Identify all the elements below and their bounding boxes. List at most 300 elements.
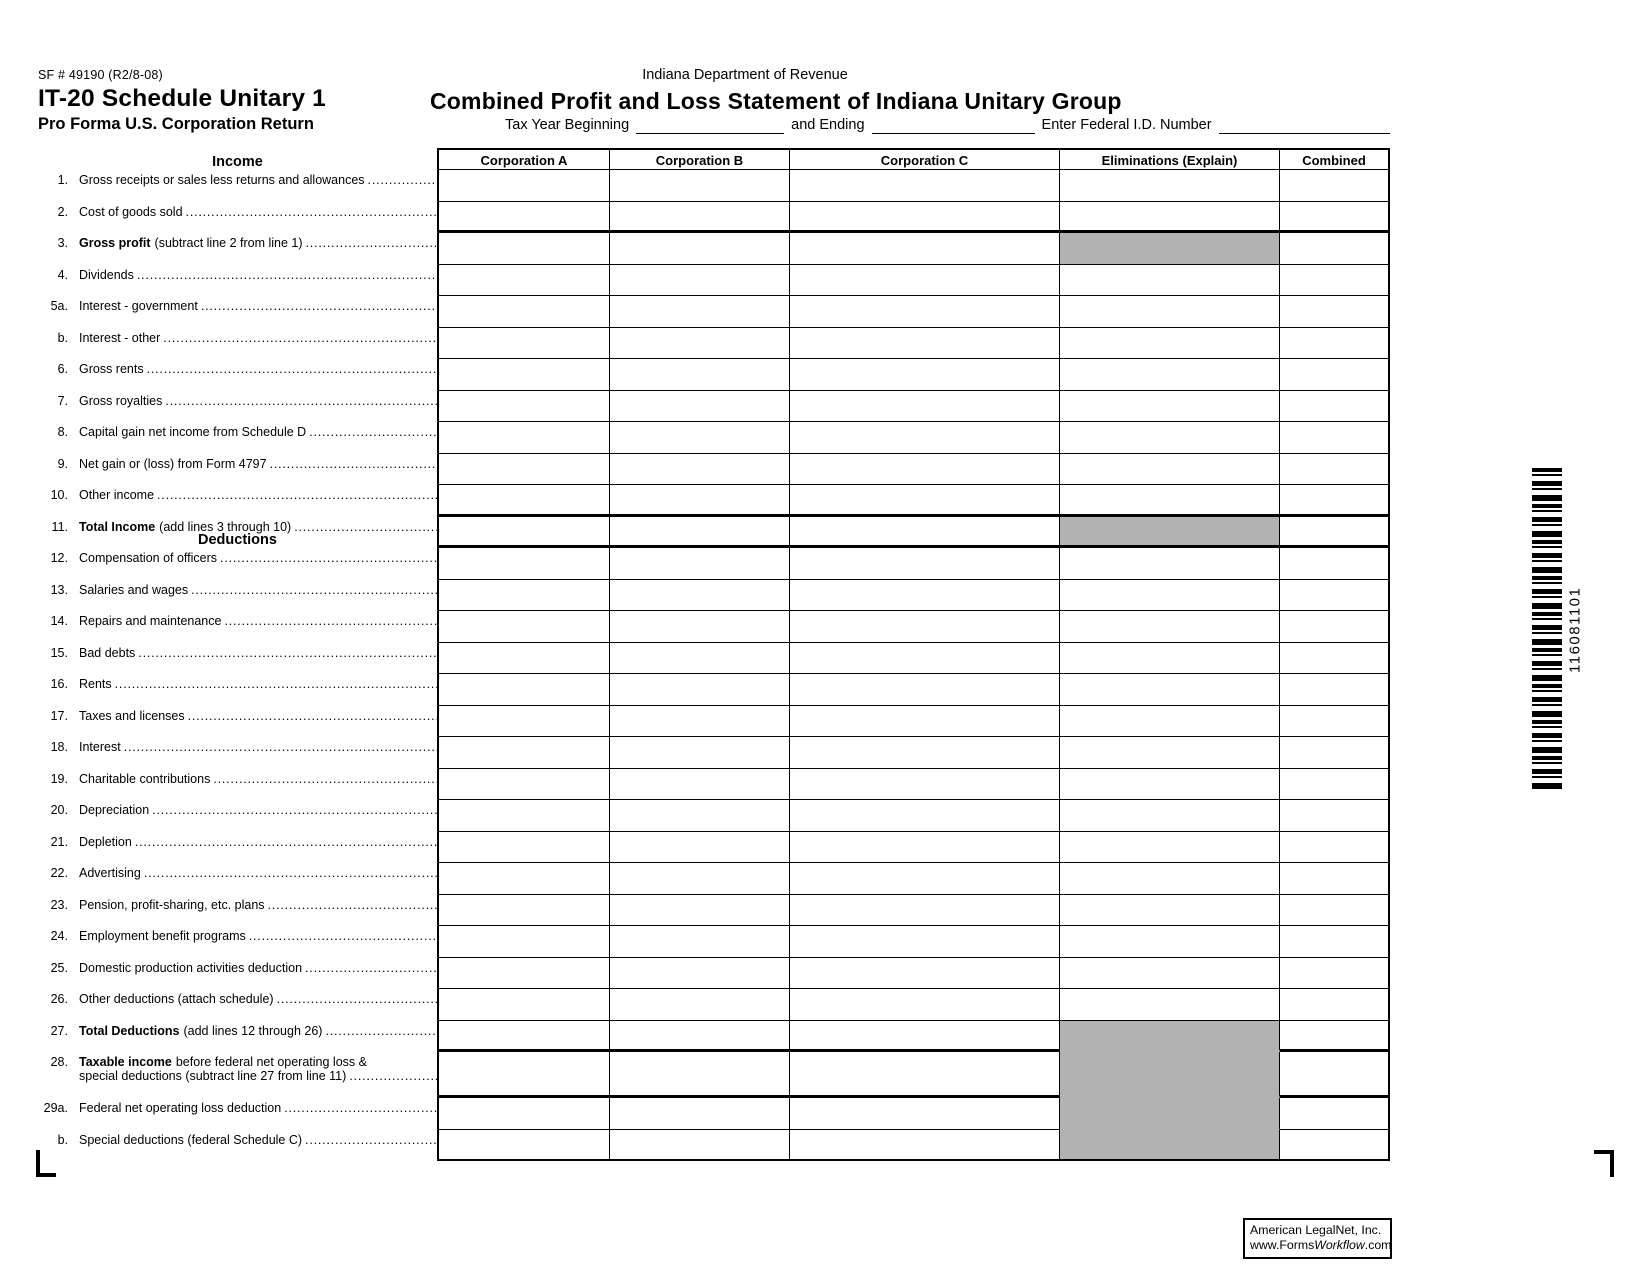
cell-eliminations-row-20[interactable] bbox=[1060, 800, 1280, 832]
row-number: 13. bbox=[50, 582, 68, 597]
row-label: b. Special deductions (federal Schedule C) ..... bbox=[38, 1130, 437, 1162]
row-number: 11. bbox=[51, 519, 68, 534]
dotted-leader bbox=[147, 362, 437, 376]
row-number: 10. bbox=[50, 488, 68, 502]
barcode bbox=[1532, 468, 1562, 792]
cell-corporation-c-row-21[interactable] bbox=[790, 832, 1060, 864]
cell-combined-row-17[interactable] bbox=[1280, 706, 1390, 738]
row-label: 7. Gross royalties ..... bbox=[38, 391, 437, 423]
cell-corporation-a-row-17[interactable] bbox=[437, 706, 610, 738]
cell-corporation-b-row-3[interactable] bbox=[610, 233, 790, 265]
cell-combined-row-7[interactable] bbox=[1280, 391, 1390, 423]
cell-combined-row-13[interactable] bbox=[1280, 580, 1390, 612]
row-number: 15. bbox=[50, 645, 68, 660]
row-label: 25. Domestic production activities deduction ..... bbox=[38, 958, 437, 990]
form-row-19 bbox=[38, 769, 1390, 801]
cell-corporation-c-row-27[interactable] bbox=[790, 1021, 1060, 1053]
row-label: 17. Taxes and licenses ..... bbox=[38, 706, 437, 738]
row-number: 16. bbox=[50, 677, 68, 691]
cell-corporation-c-row-6[interactable] bbox=[790, 359, 1060, 391]
cell-combined-row-b[interactable] bbox=[1280, 328, 1390, 360]
agency-name: Indiana Department of Revenue bbox=[642, 67, 848, 83]
cell-corporation-b-row-6[interactable] bbox=[610, 359, 790, 391]
row-label: 20. Depreciation ..... bbox=[38, 800, 437, 832]
cell-corporation-b-row-27[interactable] bbox=[610, 1021, 790, 1053]
form-row-17 bbox=[38, 706, 1390, 738]
cell-corporation-a-row-27[interactable] bbox=[437, 1021, 610, 1053]
cell-corporation-b-row-21[interactable] bbox=[610, 832, 790, 864]
row-number: 22. bbox=[50, 866, 68, 880]
cell-corporation-c-row-b[interactable] bbox=[790, 1130, 1060, 1162]
dotted-leader bbox=[186, 205, 437, 219]
dotted-leader bbox=[224, 614, 437, 628]
form-subtitle: Pro Forma U.S. Corporation Return bbox=[38, 115, 314, 133]
row-label: 23. Pension, profit-sharing, etc. plans ..... bbox=[38, 895, 437, 927]
cell-corporation-c-row-9[interactable] bbox=[790, 454, 1060, 486]
cell-corporation-b-row-25[interactable] bbox=[610, 958, 790, 990]
dotted-leader bbox=[325, 1024, 437, 1038]
dotted-leader bbox=[284, 1101, 437, 1115]
cell-combined-row-28[interactable] bbox=[1280, 1052, 1390, 1098]
cell-combined-row-21[interactable] bbox=[1280, 832, 1390, 864]
row-label: 13. Salaries and wages ..... bbox=[38, 580, 437, 612]
cell-corporation-c-row-28[interactable] bbox=[790, 1052, 1060, 1098]
cell-corporation-a-row-20[interactable] bbox=[437, 800, 610, 832]
cell-corporation-b-row-1[interactable] bbox=[610, 170, 790, 202]
cell-corporation-c-row-7[interactable] bbox=[790, 391, 1060, 423]
row-label: 6. Gross rents ..... bbox=[38, 359, 437, 391]
form-row-5a bbox=[38, 296, 1390, 328]
cell-corporation-a-row-11[interactable] bbox=[437, 517, 610, 549]
cell-eliminations-row-21[interactable] bbox=[1060, 832, 1280, 864]
row-number: b. bbox=[57, 330, 68, 345]
cell-corporation-c-row-23[interactable] bbox=[790, 895, 1060, 927]
cell-eliminations-row-5a[interactable] bbox=[1060, 296, 1280, 328]
cell-corporation-b-row-15[interactable] bbox=[610, 643, 790, 675]
dotted-leader bbox=[220, 551, 437, 565]
dotted-leader bbox=[188, 709, 437, 723]
form-row-22 bbox=[38, 863, 1390, 895]
cell-corporation-c-row-3[interactable] bbox=[790, 233, 1060, 265]
row-number: 5a. bbox=[50, 299, 68, 313]
row-label: 27. Total Deductions (add lines 12 through 26) ..... bbox=[38, 1021, 437, 1053]
row-number: 21. bbox=[50, 834, 68, 849]
dotted-leader bbox=[270, 457, 437, 471]
cell-combined-row-29a[interactable] bbox=[1280, 1098, 1390, 1130]
cell-corporation-b-row-17[interactable] bbox=[610, 706, 790, 738]
row-number: b. bbox=[57, 1132, 68, 1147]
cell-combined-row-11[interactable] bbox=[1280, 517, 1390, 549]
cell-combined-row-20[interactable] bbox=[1280, 800, 1390, 832]
dotted-leader bbox=[191, 583, 437, 597]
cell-corporation-b-row-11[interactable] bbox=[610, 517, 790, 549]
row-label: 10. Other income ..... bbox=[38, 485, 437, 517]
cell-corporation-a-row-21[interactable] bbox=[437, 832, 610, 864]
cell-corporation-c-row-13[interactable] bbox=[790, 580, 1060, 612]
form-row-6 bbox=[38, 359, 1390, 391]
dotted-leader bbox=[368, 173, 437, 187]
cell-combined-row-15[interactable] bbox=[1280, 643, 1390, 675]
cell-corporation-c-row-b[interactable] bbox=[790, 328, 1060, 360]
row-label: 21. Depletion ..... bbox=[38, 832, 437, 864]
cell-corporation-a-row-b[interactable] bbox=[437, 1130, 610, 1162]
cell-eliminations-row-11 bbox=[1060, 517, 1280, 549]
cell-corporation-a-row-6[interactable] bbox=[437, 359, 610, 391]
form-row-16 bbox=[38, 674, 1390, 706]
form-row-8 bbox=[38, 422, 1390, 454]
row-number: 6. bbox=[57, 362, 68, 376]
cell-corporation-c-row-5a[interactable] bbox=[790, 296, 1060, 328]
cell-combined-row-12[interactable] bbox=[1280, 548, 1390, 580]
cell-corporation-b-row-28[interactable] bbox=[610, 1052, 790, 1098]
form-row-20 bbox=[38, 800, 1390, 832]
cell-corporation-a-row-14[interactable] bbox=[437, 611, 610, 643]
cell-eliminations-row-17[interactable] bbox=[1060, 706, 1280, 738]
column-header-corporation-b: Corporation B bbox=[610, 148, 790, 170]
cell-corporation-c-row-1[interactable] bbox=[790, 170, 1060, 202]
cell-corporation-a-row-2[interactable] bbox=[437, 202, 610, 234]
row-number: 23. bbox=[50, 897, 68, 912]
legalnet-company: American LegalNet, Inc. bbox=[1250, 1223, 1382, 1237]
cell-combined-row-16[interactable] bbox=[1280, 674, 1390, 706]
form-row-25 bbox=[38, 958, 1390, 990]
row-label: 3. Gross profit (subtract line 2 from line 1) ..... bbox=[38, 233, 437, 265]
cell-corporation-c-row-12[interactable] bbox=[790, 548, 1060, 580]
legalnet-box bbox=[1243, 1218, 1392, 1259]
dotted-leader bbox=[305, 961, 437, 975]
row-number: 17. bbox=[50, 708, 68, 723]
dotted-leader bbox=[157, 488, 437, 502]
form-row-24 bbox=[38, 926, 1390, 958]
crop-mark-bottom-right bbox=[1594, 1150, 1614, 1177]
row-label: 18. Interest ..... bbox=[38, 737, 437, 769]
dotted-leader bbox=[306, 236, 437, 250]
cell-corporation-c-row-22[interactable] bbox=[790, 863, 1060, 895]
dotted-leader bbox=[213, 772, 437, 786]
cell-corporation-c-row-16[interactable] bbox=[790, 674, 1060, 706]
cell-eliminations-row-3 bbox=[1060, 233, 1280, 265]
cell-combined-row-9[interactable] bbox=[1280, 454, 1390, 486]
form-title: IT-20 Schedule Unitary 1 bbox=[38, 85, 327, 112]
cell-corporation-b-row-9[interactable] bbox=[610, 454, 790, 486]
form-row-15 bbox=[38, 643, 1390, 675]
dotted-leader bbox=[135, 835, 437, 849]
cell-corporation-a-row-1[interactable] bbox=[437, 170, 610, 202]
cell-corporation-b-row-5a[interactable] bbox=[610, 296, 790, 328]
cell-eliminations-row-4[interactable] bbox=[1060, 265, 1280, 297]
row-label: 11. Total Income (add lines 3 through 10) ..... bbox=[38, 517, 437, 549]
cell-corporation-c-row-29a[interactable] bbox=[790, 1098, 1060, 1130]
cell-combined-row-2[interactable] bbox=[1280, 202, 1390, 234]
dotted-leader bbox=[349, 1069, 437, 1083]
cell-eliminations-row-13[interactable] bbox=[1060, 580, 1280, 612]
cell-corporation-b-row-10[interactable] bbox=[610, 485, 790, 517]
row-label: 24. Employment benefit programs ..... bbox=[38, 926, 437, 958]
cell-combined-row-19[interactable] bbox=[1280, 769, 1390, 801]
tax-year-ending-field[interactable] bbox=[872, 118, 1035, 134]
cell-combined-row-10[interactable] bbox=[1280, 485, 1390, 517]
cell-eliminations-row-27 bbox=[1060, 1021, 1280, 1053]
row-number: 28. bbox=[50, 1055, 68, 1069]
form-row-7 bbox=[38, 391, 1390, 423]
cell-eliminations-row-10[interactable] bbox=[1060, 485, 1280, 517]
row-number: 4. bbox=[57, 267, 68, 282]
dotted-leader bbox=[144, 866, 437, 880]
tax-year-ending-label: and Ending bbox=[791, 117, 865, 133]
cell-corporation-a-row-29a[interactable] bbox=[437, 1098, 610, 1130]
cell-corporation-c-row-15[interactable] bbox=[790, 643, 1060, 675]
cell-corporation-a-row-4[interactable] bbox=[437, 265, 610, 297]
row-number: 14. bbox=[50, 614, 68, 628]
cell-combined-row-3[interactable] bbox=[1280, 233, 1390, 265]
cell-corporation-c-row-17[interactable] bbox=[790, 706, 1060, 738]
cell-corporation-a-row-16[interactable] bbox=[437, 674, 610, 706]
cell-corporation-c-row-25[interactable] bbox=[790, 958, 1060, 990]
sf-number-line: SF # 49190 (R2/8-08) bbox=[38, 68, 163, 82]
column-header-combined: Combined bbox=[1280, 148, 1390, 170]
cell-corporation-a-row-18[interactable] bbox=[437, 737, 610, 769]
cell-corporation-c-row-24[interactable] bbox=[790, 926, 1060, 958]
row-label: 12. Compensation of officers ..... Deductions bbox=[38, 548, 437, 580]
form-row-9 bbox=[38, 454, 1390, 486]
cell-corporation-b-row-b[interactable] bbox=[610, 328, 790, 360]
cell-corporation-a-row-15[interactable] bbox=[437, 643, 610, 675]
federal-id-label: Enter Federal I.D. Number bbox=[1041, 117, 1212, 133]
cell-corporation-c-row-8[interactable] bbox=[790, 422, 1060, 454]
profit-loss-table bbox=[38, 148, 1390, 1161]
tax-year-beginning-field[interactable] bbox=[636, 118, 784, 134]
cell-corporation-b-row-b[interactable] bbox=[610, 1130, 790, 1162]
dotted-leader bbox=[115, 677, 437, 691]
row-label: 2. Cost of goods sold ..... bbox=[38, 202, 437, 234]
row-label: 9. Net gain or (loss) from Form 4797 ..... bbox=[38, 454, 437, 486]
cell-corporation-a-row-13[interactable] bbox=[437, 580, 610, 612]
row-label: b. Interest - other ..... bbox=[38, 328, 437, 360]
legalnet-site: www.FormsWorkflow.com bbox=[1250, 1238, 1392, 1252]
cell-corporation-b-row-24[interactable] bbox=[610, 926, 790, 958]
cell-corporation-c-row-14[interactable] bbox=[790, 611, 1060, 643]
form-row-23 bbox=[38, 895, 1390, 927]
form-row-4 bbox=[38, 265, 1390, 297]
cell-eliminations-row-28 bbox=[1060, 1052, 1280, 1098]
cell-corporation-c-row-4[interactable] bbox=[790, 265, 1060, 297]
cell-corporation-b-row-13[interactable] bbox=[610, 580, 790, 612]
row-label: 8. Capital gain net income from Schedule D ..... bbox=[38, 422, 437, 454]
deductions-section-heading: Deductions bbox=[198, 532, 277, 548]
cell-corporation-b-row-14[interactable] bbox=[610, 611, 790, 643]
cell-eliminations-row-18[interactable] bbox=[1060, 737, 1280, 769]
dotted-leader bbox=[201, 299, 437, 313]
cell-corporation-a-row-19[interactable] bbox=[437, 769, 610, 801]
cell-corporation-c-row-18[interactable] bbox=[790, 737, 1060, 769]
row-number: 26. bbox=[50, 992, 68, 1006]
cell-corporation-b-row-4[interactable] bbox=[610, 265, 790, 297]
cell-corporation-a-row-25[interactable] bbox=[437, 958, 610, 990]
form-row-3 bbox=[38, 233, 1390, 265]
cell-eliminations-row-7[interactable] bbox=[1060, 391, 1280, 423]
form-row-b bbox=[38, 1130, 1390, 1162]
cell-eliminations-row-14[interactable] bbox=[1060, 611, 1280, 643]
cell-corporation-b-row-12[interactable] bbox=[610, 548, 790, 580]
column-header-corporation-c: Corporation C bbox=[790, 148, 1060, 170]
dotted-leader bbox=[249, 929, 437, 943]
row-number: 7. bbox=[57, 393, 68, 408]
dotted-leader bbox=[268, 898, 437, 912]
cell-eliminations-row-6[interactable] bbox=[1060, 359, 1280, 391]
cell-corporation-c-row-2[interactable] bbox=[790, 202, 1060, 234]
cell-eliminations-row-24[interactable] bbox=[1060, 926, 1280, 958]
cell-combined-row-26[interactable] bbox=[1280, 989, 1390, 1021]
row-label: 16. Rents ..... bbox=[38, 674, 437, 706]
dotted-leader bbox=[124, 740, 437, 754]
cell-eliminations-row-15[interactable] bbox=[1060, 643, 1280, 675]
cell-eliminations-row-23[interactable] bbox=[1060, 895, 1280, 927]
cell-corporation-c-row-26[interactable] bbox=[790, 989, 1060, 1021]
table-header-row bbox=[38, 148, 1390, 170]
column-header-corporation-a: Corporation A bbox=[437, 148, 610, 170]
cell-corporation-a-row-24[interactable] bbox=[437, 926, 610, 958]
cell-corporation-b-row-8[interactable] bbox=[610, 422, 790, 454]
cell-eliminations-row-8[interactable] bbox=[1060, 422, 1280, 454]
cell-corporation-c-row-10[interactable] bbox=[790, 485, 1060, 517]
cell-corporation-a-row-28[interactable] bbox=[437, 1052, 610, 1098]
form-row-b bbox=[38, 328, 1390, 360]
form-row-1 bbox=[38, 170, 1390, 202]
dotted-leader bbox=[277, 992, 437, 1006]
row-number: 3. bbox=[57, 236, 68, 250]
cell-corporation-a-row-b[interactable] bbox=[437, 328, 610, 360]
row-label: 5a. Interest - government ..... bbox=[38, 296, 437, 328]
cell-corporation-a-row-12[interactable] bbox=[437, 548, 610, 580]
cell-corporation-b-row-29a[interactable] bbox=[610, 1098, 790, 1130]
cell-combined-row-18[interactable] bbox=[1280, 737, 1390, 769]
form-row-26 bbox=[38, 989, 1390, 1021]
form-row-14 bbox=[38, 611, 1390, 643]
cell-corporation-c-row-20[interactable] bbox=[790, 800, 1060, 832]
cell-corporation-a-row-7[interactable] bbox=[437, 391, 610, 423]
crop-mark-bottom-left bbox=[36, 1150, 56, 1177]
form-row-13 bbox=[38, 580, 1390, 612]
row-number: 2. bbox=[57, 204, 68, 219]
cell-corporation-a-row-10[interactable] bbox=[437, 485, 610, 517]
cell-corporation-b-row-7[interactable] bbox=[610, 391, 790, 423]
cell-eliminations-row-b[interactable] bbox=[1060, 328, 1280, 360]
form-row-28 bbox=[38, 1052, 1390, 1098]
row-number: 1. bbox=[57, 173, 68, 187]
cell-corporation-a-row-23[interactable] bbox=[437, 895, 610, 927]
dotted-leader bbox=[152, 803, 437, 817]
cell-corporation-b-row-26[interactable] bbox=[610, 989, 790, 1021]
cell-combined-row-8[interactable] bbox=[1280, 422, 1390, 454]
cell-eliminations-row-26[interactable] bbox=[1060, 989, 1280, 1021]
row-number: 12. bbox=[50, 551, 68, 565]
dotted-leader bbox=[309, 425, 437, 439]
cell-eliminations-row-22[interactable] bbox=[1060, 863, 1280, 895]
table-body bbox=[38, 170, 1390, 1161]
cell-corporation-b-row-20[interactable] bbox=[610, 800, 790, 832]
income-section-heading-cell bbox=[38, 148, 437, 170]
cell-combined-row-4[interactable] bbox=[1280, 265, 1390, 297]
cell-corporation-c-row-19[interactable] bbox=[790, 769, 1060, 801]
tax-year-line bbox=[505, 117, 1390, 134]
form-row-12 bbox=[38, 532, 1390, 580]
cell-eliminations-row-2[interactable] bbox=[1060, 202, 1280, 234]
tax-year-beginning-label: Tax Year Beginning bbox=[505, 117, 630, 133]
cell-corporation-c-row-11[interactable] bbox=[790, 517, 1060, 549]
cell-corporation-b-row-2[interactable] bbox=[610, 202, 790, 234]
cell-eliminations-row-12[interactable] bbox=[1060, 548, 1280, 580]
cell-eliminations-row-16[interactable] bbox=[1060, 674, 1280, 706]
row-number: 29a. bbox=[43, 1101, 68, 1115]
form-row-18 bbox=[38, 737, 1390, 769]
row-number: 25. bbox=[50, 960, 68, 975]
cell-eliminations-row-9[interactable] bbox=[1060, 454, 1280, 486]
cell-combined-row-1[interactable] bbox=[1280, 170, 1390, 202]
cell-combined-row-23[interactable] bbox=[1280, 895, 1390, 927]
cell-combined-row-14[interactable] bbox=[1280, 611, 1390, 643]
form-row-29a bbox=[38, 1098, 1390, 1130]
cell-corporation-a-row-22[interactable] bbox=[437, 863, 610, 895]
row-label: 26. Other deductions (attach schedule) ..... bbox=[38, 989, 437, 1021]
dotted-leader bbox=[138, 646, 437, 660]
row-label: 15. Bad debts ..... bbox=[38, 643, 437, 675]
cell-corporation-a-row-8[interactable] bbox=[437, 422, 610, 454]
cell-combined-row-27[interactable] bbox=[1280, 1021, 1390, 1053]
cell-corporation-b-row-16[interactable] bbox=[610, 674, 790, 706]
cell-combined-row-25[interactable] bbox=[1280, 958, 1390, 990]
form-row-10 bbox=[38, 485, 1390, 517]
cell-combined-row-22[interactable] bbox=[1280, 863, 1390, 895]
row-number: 20. bbox=[50, 803, 68, 817]
barcode-number: 116081101 bbox=[1566, 586, 1584, 674]
cell-corporation-a-row-26[interactable] bbox=[437, 989, 610, 1021]
row-label: 19. Charitable contributions ..... bbox=[38, 769, 437, 801]
cell-corporation-b-row-22[interactable] bbox=[610, 863, 790, 895]
dotted-leader bbox=[137, 268, 437, 282]
page-title: Combined Profit and Loss Statement of Indiana Unitary Group bbox=[430, 88, 1122, 114]
cell-combined-row-6[interactable] bbox=[1280, 359, 1390, 391]
row-label: 22. Advertising ..... bbox=[38, 863, 437, 895]
cell-corporation-b-row-19[interactable] bbox=[610, 769, 790, 801]
column-header-eliminations: Eliminations (Explain) bbox=[1060, 148, 1280, 170]
cell-corporation-b-row-18[interactable] bbox=[610, 737, 790, 769]
cell-corporation-a-row-3[interactable] bbox=[437, 233, 610, 265]
cell-eliminations-row-19[interactable] bbox=[1060, 769, 1280, 801]
form-row-27 bbox=[38, 1021, 1390, 1053]
cell-eliminations-row-25[interactable] bbox=[1060, 958, 1280, 990]
row-number: 27. bbox=[50, 1023, 68, 1038]
cell-corporation-a-row-5a[interactable] bbox=[437, 296, 610, 328]
cell-corporation-b-row-23[interactable] bbox=[610, 895, 790, 927]
row-label: 28. Taxable income before federal net operating loss & special deductions (subtract line 27 from line 11) ..... bbox=[38, 1052, 437, 1098]
cell-combined-row-24[interactable] bbox=[1280, 926, 1390, 958]
cell-eliminations-row-1[interactable] bbox=[1060, 170, 1280, 202]
row-label: 14. Repairs and maintenance ..... bbox=[38, 611, 437, 643]
row-label: 29a. Federal net operating loss deduction ..... bbox=[38, 1098, 437, 1130]
form-row-2 bbox=[38, 202, 1390, 234]
row-number: 8. bbox=[57, 425, 68, 439]
dotted-leader bbox=[163, 331, 437, 345]
row-label: 1. Gross receipts or sales less returns and allowances ..... bbox=[38, 170, 437, 202]
cell-eliminations-row-b bbox=[1060, 1130, 1280, 1162]
cell-corporation-a-row-9[interactable] bbox=[437, 454, 610, 486]
dotted-leader bbox=[305, 1133, 437, 1147]
cell-combined-row-b[interactable] bbox=[1280, 1130, 1390, 1162]
income-section-heading: Income bbox=[212, 154, 263, 170]
federal-id-field[interactable] bbox=[1219, 118, 1390, 134]
cell-combined-row-5a[interactable] bbox=[1280, 296, 1390, 328]
row-number: 9. bbox=[57, 456, 68, 471]
